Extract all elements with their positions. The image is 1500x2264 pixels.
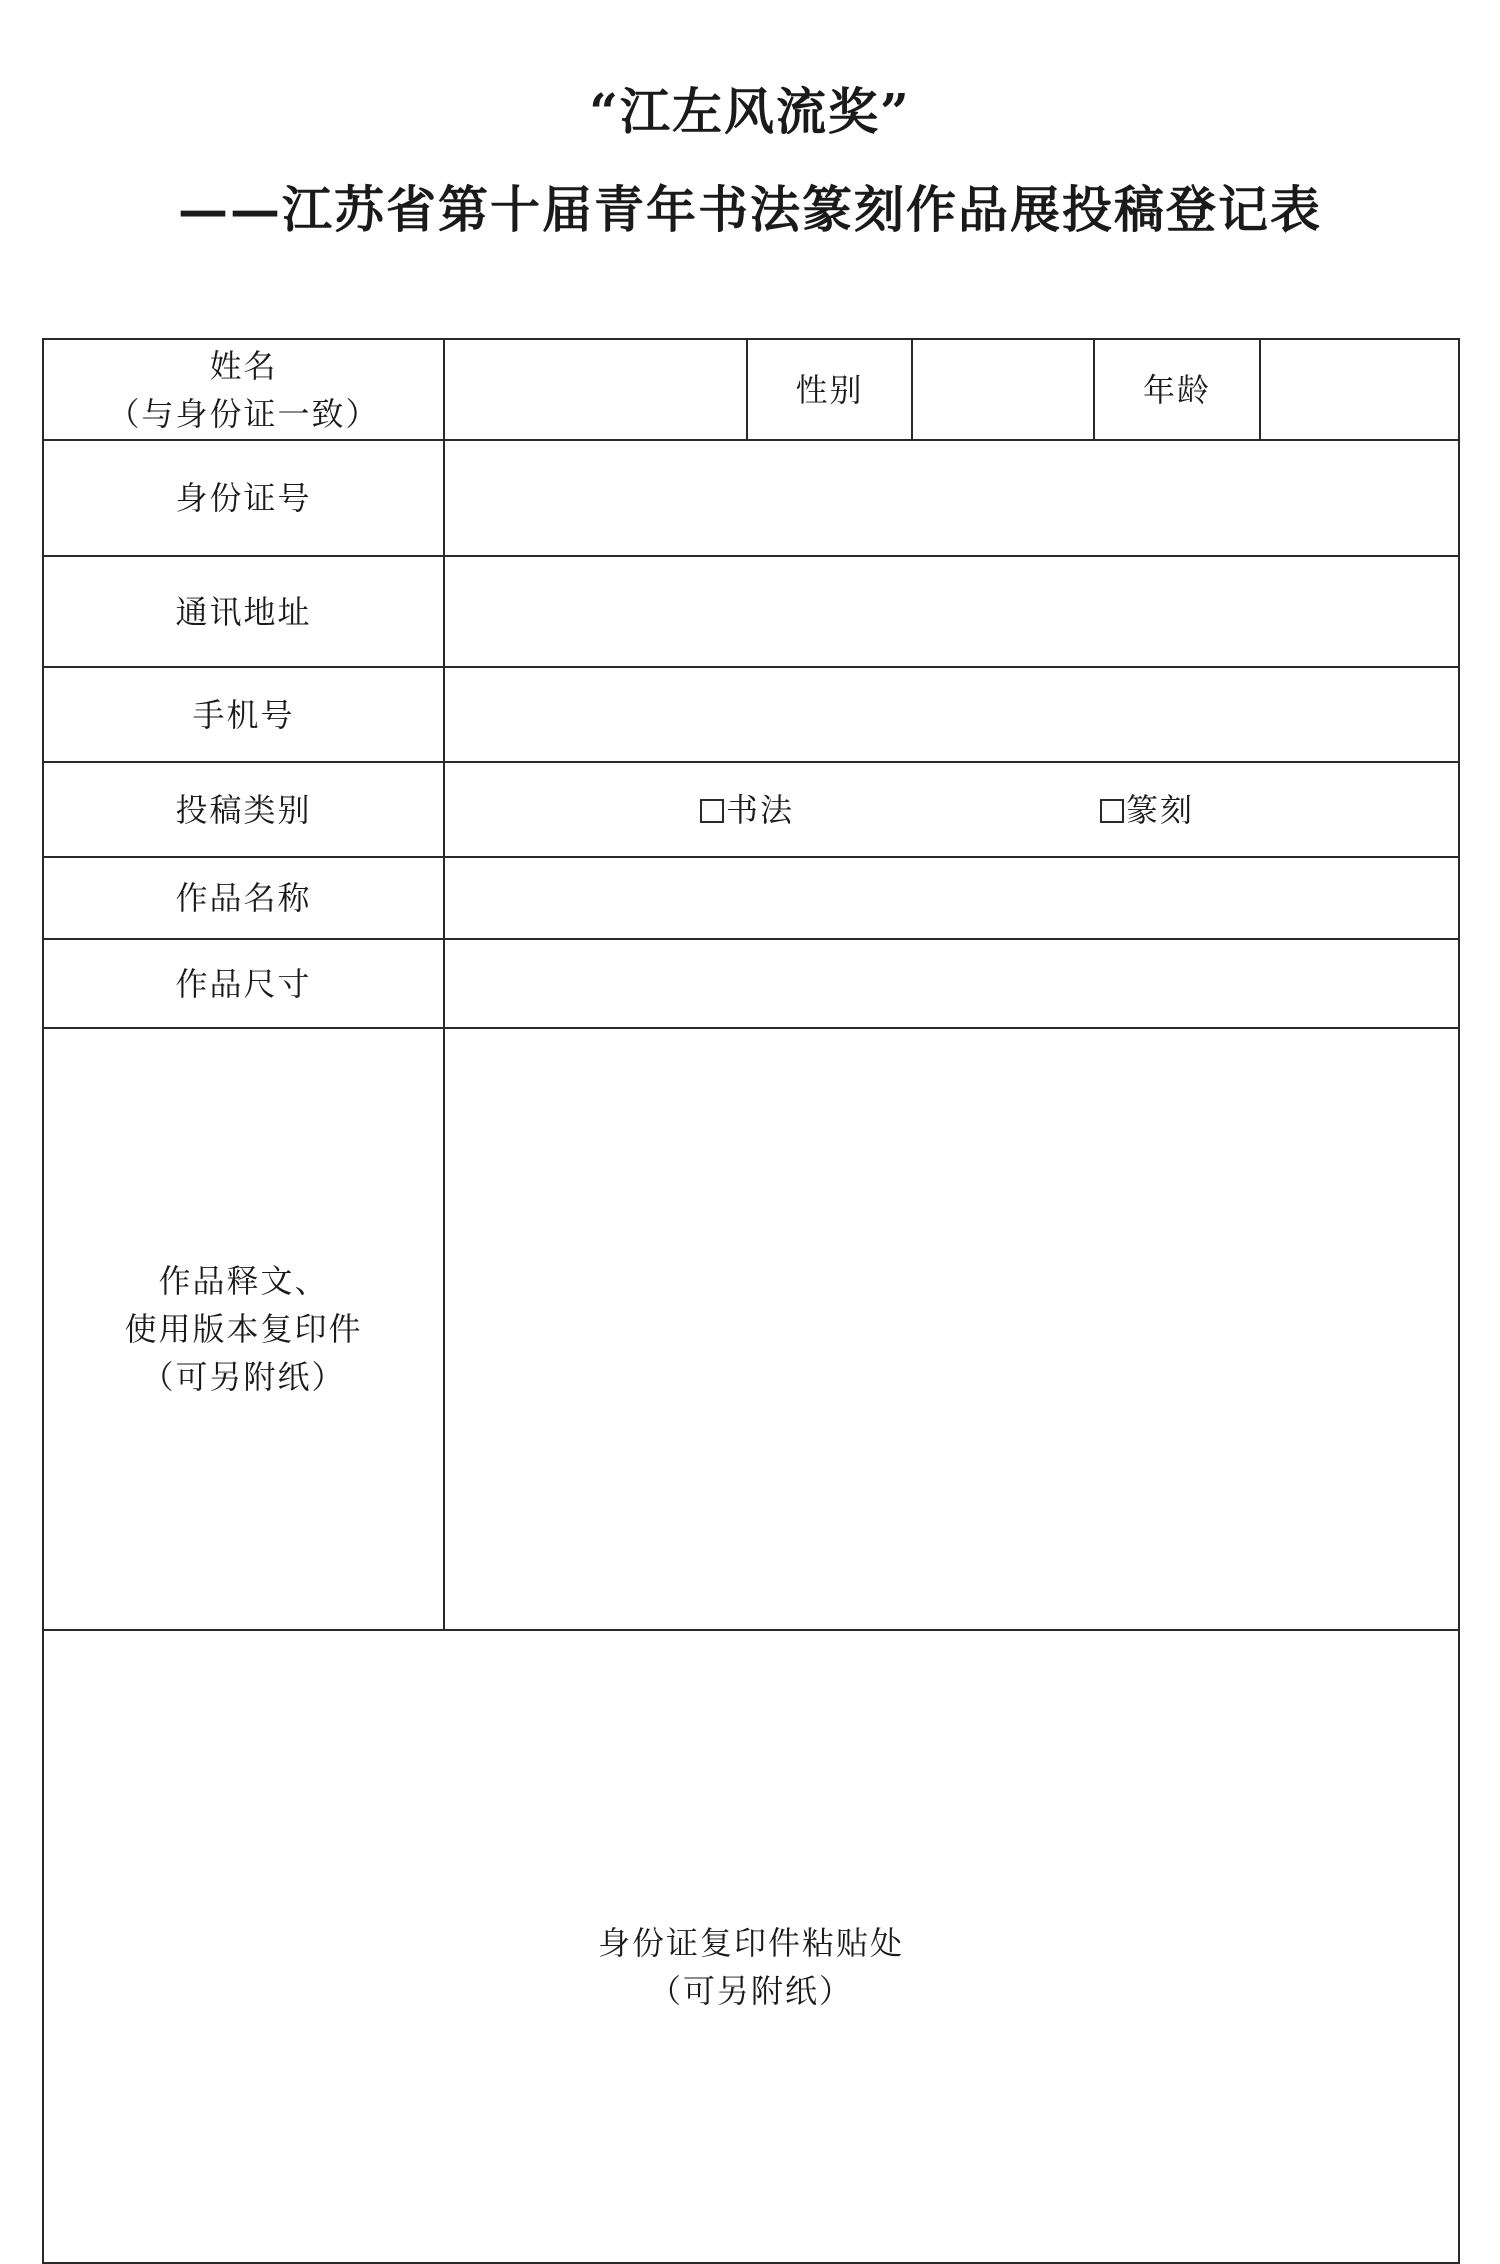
phone-label: 手机号 [43, 667, 444, 762]
gender-label: 性别 [747, 339, 912, 440]
form-row-id-number [43, 440, 1459, 556]
id-number-field[interactable] [444, 440, 1459, 556]
id-number-label: 身份证号 [43, 440, 444, 556]
form-row-category [43, 762, 1459, 857]
work-size-label: 作品尺寸 [43, 939, 444, 1028]
form-title-main: ——江苏省第十届青年书法篆刻作品展投稿登记表 [178, 180, 1322, 239]
name-label: 姓名 [209, 346, 278, 385]
form-row-work-size [43, 939, 1459, 1028]
id-copy-instructions [44, 1919, 1458, 2015]
category-option-seal-carving[interactable] [1100, 786, 1194, 834]
name-field[interactable] [444, 339, 747, 440]
form-row-phone [43, 667, 1459, 762]
gender-field[interactable] [912, 339, 1094, 440]
transcription-label-line: 作品释文、 [158, 1262, 329, 1300]
phone-field[interactable] [444, 667, 1459, 762]
address-label: 通讯地址 [43, 556, 444, 667]
form-row-transcription [43, 1028, 1459, 1630]
address-field[interactable] [444, 556, 1459, 667]
form-title-award: “江左风流奖” [589, 82, 911, 141]
form-row-work-title [43, 857, 1459, 939]
name-label-cell [43, 339, 444, 440]
transcription-label-note: （可另附纸） [141, 1358, 346, 1396]
age-label: 年龄 [1094, 339, 1260, 440]
work-title-label: 作品名称 [43, 857, 444, 939]
transcription-label-line: 使用版本复印件 [124, 1310, 363, 1348]
checkbox-icon[interactable] [700, 799, 724, 823]
work-title-field[interactable] [444, 857, 1459, 939]
checkbox-icon[interactable] [1100, 799, 1124, 823]
category-options [444, 762, 1459, 857]
work-size-field[interactable] [444, 939, 1459, 1028]
category-option-label: 篆刻 [1126, 790, 1195, 829]
category-option-calligraphy[interactable] [700, 786, 794, 834]
transcription-label-cell [43, 1028, 444, 1630]
form-row-id-copy [43, 1630, 1459, 2263]
registration-form-table [42, 338, 1460, 2264]
category-option-label: 书法 [726, 790, 795, 829]
id-copy-label: 身份证复印件粘贴处 [597, 1923, 904, 1962]
form-row-name [43, 339, 1459, 440]
age-field[interactable] [1260, 339, 1459, 440]
id-copy-paste-area[interactable] [43, 1630, 1459, 2263]
name-note: （与身份证一致） [107, 394, 380, 433]
category-label: 投稿类别 [43, 762, 444, 857]
transcription-field[interactable] [444, 1028, 1459, 1630]
id-copy-note: （可另附纸） [648, 1971, 853, 2010]
form-row-address [43, 556, 1459, 667]
